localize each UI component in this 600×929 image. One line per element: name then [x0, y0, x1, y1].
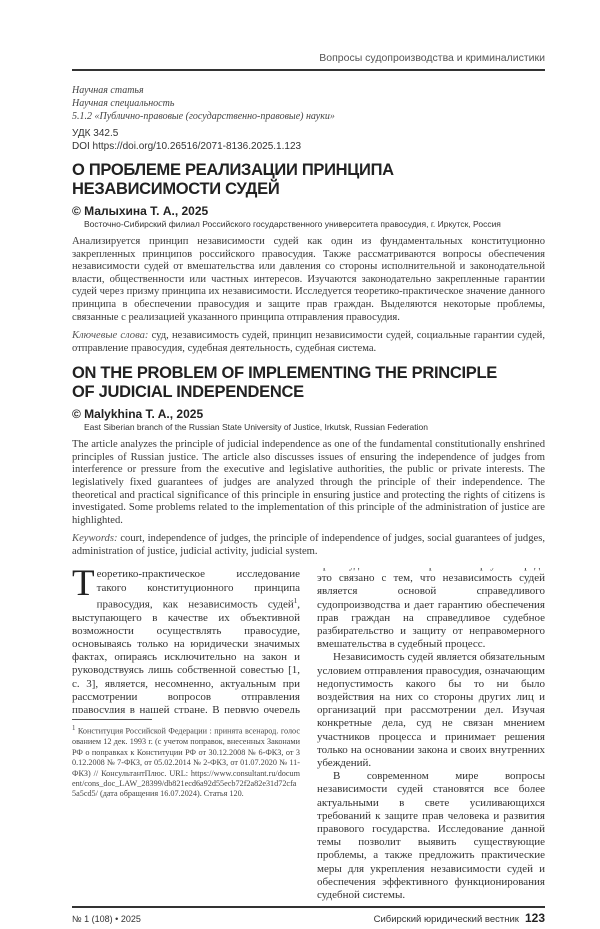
footnote-ref[interactable]: 1	[294, 597, 298, 605]
footer-journal	[374, 911, 545, 925]
ru-abstract: Анализируется принцип независимости судей как один из фундаментальных конституционно закрепленных принципов российского правосудия. Также рассматриваются вопросы обеспечения независимости судей от вмешательства или давления со стороны исполнительной и законодательной власти, общественности или частных интересов. Изучаются законодательно закрепленные гарантии судей через призму принципа их независимости. Исследуется теоретико-практическое значение данного принципа в обеспечении правосудия и защите прав граждан. Выделяются некоторые проблемы, связанные с реализацией указанного принципа отправления правосудия.	[72, 236, 545, 324]
ru-title-line: НЕЗАВИСИМОСТИ СУДЕЙ	[72, 180, 545, 199]
page-footer	[72, 911, 545, 925]
paragraph-text: , выступающего в качестве их объективной возможности осуществлять правосудие, основываясь только на юридически значимых фактах, опираясь исключительно на закон и руководствуясь лишь собственной совестью [1, с. 3], является, несомненно, актуальным при рассмотрении вопросов отправления правосудия в нашей стране. В первую очередь	[72, 598, 300, 713]
article-meta	[72, 84, 545, 123]
footnote-mark: 1	[72, 725, 75, 732]
doi-link[interactable]: DOI https://doi.org/10.26516/2071-8136.2025.1.123	[72, 141, 545, 154]
article-type: Научная статья	[72, 84, 545, 97]
footnote-divider	[72, 719, 152, 720]
udk: УДК 342.5	[72, 128, 545, 141]
left-column-text	[72, 568, 300, 713]
en-keywords-label: Keywords:	[72, 533, 118, 544]
en-abstract: The article analyzes the principle of judicial independence as one of the fundamental constitutionally enshrined principles of Russian justice. The article also discusses issues of ensuring the independence of judges from interference or pressure from the executive and legislative authorities, the public or private interests. The legislatively fixed guarantees of judges are analyzed through the principle of their independence. The theoretical and practical significance of this principle in ensuring justice and protecting the rights of citizens is investigated. Some problems related to the implementation of this principle of the administration of justice are highlighted.	[72, 439, 545, 527]
article-ids	[72, 128, 545, 153]
paragraph-continuation	[317, 568, 545, 651]
body-paragraph-continued	[317, 568, 545, 651]
journal-page	[0, 0, 600, 929]
ru-keywords-label: Ключевые слова:	[72, 330, 148, 341]
ru-author: © Малыхина Т. А., 2025	[72, 204, 545, 219]
ru-affiliation: Восточно-Сибирский филиал Российского государственного университета правосудия, г. Иркутск, Россия	[72, 219, 545, 230]
footer-divider	[72, 906, 545, 908]
en-title-line: ON THE PROBLEM OF IMPLEMENTING THE PRINCIPLE	[72, 364, 545, 383]
en-author: © Malykhina T. A., 2025	[72, 407, 545, 422]
en-keywords-text: court, independence of judges, the principle of independence of judges, social guarantees of judges, administration of justice, judicial activity, judicial system.	[72, 533, 545, 557]
body-column-left	[72, 568, 300, 902]
running-header: Вопросы судопроизводства и криминалистики	[72, 52, 545, 65]
paragraph-text: еоретико-практическое исследование такого конституционного принципа правосудия, как независимость судей	[97, 568, 300, 610]
page-number: 123	[525, 911, 545, 925]
body-paragraph: В современном мире вопросы независимости судей становятся все более актуальными в свете усиливающихся требований к защите прав человека и развития правового государства. Исследование данной темы позволит выявить существующие проблемы, а также предложить практические меры для укрепления независимости судей и обеспечения эффективного функционирования судебной системы.	[317, 770, 545, 902]
journal-name: Сибирский юридический вестник	[374, 914, 519, 925]
drop-cap: Т	[72, 569, 95, 598]
issue-number: № 1 (108) • 2025	[72, 914, 141, 924]
en-title	[72, 364, 545, 402]
body-column-right	[317, 568, 545, 902]
en-affiliation: East Siberian branch of the Russian State University of Justice, Irkutsk, Russian Federation	[72, 422, 545, 433]
ru-keywords	[72, 329, 545, 355]
ru-title	[72, 161, 545, 199]
specialty-label: Научная специальность	[72, 97, 545, 110]
en-title-line: OF JUDICIAL INDEPENDENCE	[72, 383, 545, 402]
paragraph-text: это связано с тем, что независимость судей является основой справедливого судопроизводства и дает гарантию обеспечения прав граждан на справедливое судебное разбирательство и защиту от неправомерного вмешательства в судебный процесс.	[317, 568, 545, 650]
footnote-text: Конституция Российской Федерации : принята всенарод. голосованием 12 дек. 1993 г. (с учетом поправок, внесенных Законами РФ о поправках к Конституции РФ от 30.12.2008 № 6-ФКЗ, от 30.12.2008 № 7-ФКЗ, от 05.02.2014 № 2-ФКЗ, от 01.07.2020 № 11-ФКЗ) // КонсультантПлюс. URL: https://www.consultant.ru/document/cons_doc_LAW_28399/db821ecd6a92d55ecb72f2a82e31d72cfa5a5cd5/ (дата обращения 16.07.2024). Статья 120.	[72, 727, 300, 798]
header-divider	[72, 69, 545, 71]
body-paragraph	[72, 568, 300, 713]
body-paragraph: Независимость судей является обязательным условием отправления правосудия, означающим недопустимость какого бы то ни было воздействия на них со стороны других лиц и организаций при рассмотрении дел. Изучая конкретные дела, суд не связан мнением участников процесса и принимает решения только на основании закона и своих внутренних убеждений.	[317, 651, 545, 770]
specialty: 5.1.2 «Публично-правовые (государственно-правовые) науки»	[72, 110, 545, 123]
ru-title-line: О ПРОБЛЕМЕ РЕАЛИЗАЦИИ ПРИНЦИПА	[72, 161, 545, 180]
ru-keywords-text: суд, независимость судей, принцип независимости судей, социальные гарантии судей, отправление правосудия, судебная деятельность, судебная система.	[72, 330, 545, 354]
body-columns	[72, 568, 545, 902]
footnote	[72, 724, 300, 800]
en-keywords	[72, 532, 545, 558]
